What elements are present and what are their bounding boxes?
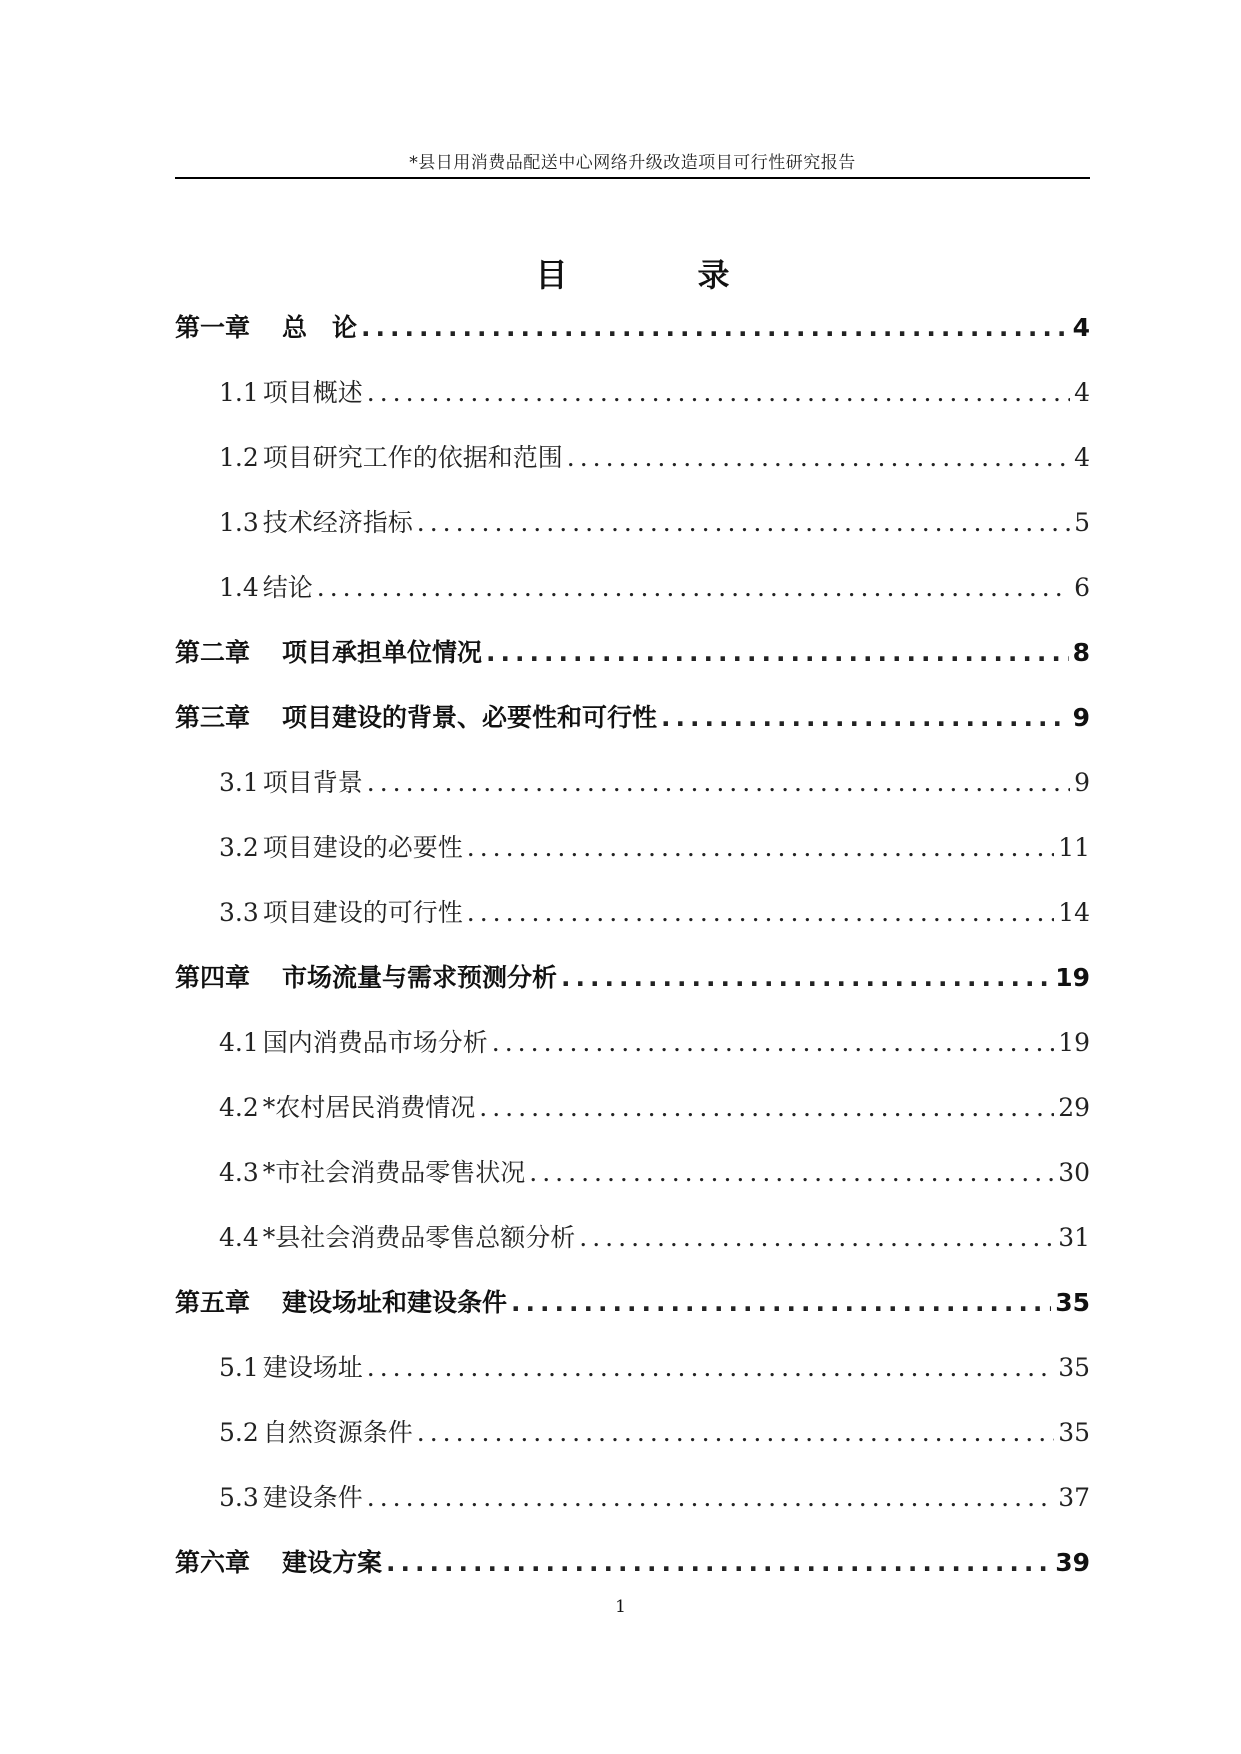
toc-number: 4.3 xyxy=(219,1158,259,1187)
toc-label: 建设条件 xyxy=(262,1483,363,1512)
toc-title xyxy=(175,250,1090,296)
toc-number: 4.2 xyxy=(219,1093,259,1122)
toc-page-number: 31 xyxy=(1058,1223,1090,1252)
toc-label: 项目承担单位情况 xyxy=(282,638,483,667)
toc-leader xyxy=(386,1548,1051,1577)
toc-page-number: 37 xyxy=(1058,1483,1090,1512)
toc-label: *县社会消费品零售总额分析 xyxy=(262,1223,576,1252)
toc-page-number: 19 xyxy=(1058,1028,1090,1057)
toc-page-number: 8 xyxy=(1072,638,1090,667)
toc-number: 1.2 xyxy=(219,443,259,472)
table-of-contents xyxy=(175,308,1090,1608)
toc-label: 项目概述 xyxy=(262,378,363,407)
toc-page-number: 9 xyxy=(1074,768,1090,797)
header-rule xyxy=(175,177,1090,179)
toc-label: 项目建设的可行性 xyxy=(262,898,463,927)
toc-label: 项目建设的必要性 xyxy=(262,833,463,862)
toc-entry-chapter-3[interactable] xyxy=(175,698,1090,763)
toc-leader xyxy=(661,703,1069,732)
toc-entry-section-4-2[interactable] xyxy=(175,1088,1090,1153)
toc-label: 建设场址 xyxy=(262,1353,363,1382)
toc-entry-section-1-2[interactable] xyxy=(175,438,1090,503)
toc-number: 5.2 xyxy=(219,1418,259,1447)
toc-entry-section-4-1[interactable] xyxy=(175,1023,1090,1088)
toc-entry-section-4-3[interactable] xyxy=(175,1153,1090,1218)
toc-page-number: 4 xyxy=(1074,443,1090,472)
toc-leader xyxy=(529,1158,1054,1187)
toc-page-number: 19 xyxy=(1055,963,1090,992)
toc-leader xyxy=(479,1093,1054,1122)
toc-leader xyxy=(567,443,1070,472)
toc-leader xyxy=(367,768,1070,797)
toc-label: 市场流量与需求预测分析 xyxy=(282,963,558,992)
toc-page-number: 4 xyxy=(1074,378,1090,407)
toc-entry-section-5-1[interactable] xyxy=(175,1348,1090,1413)
toc-number: 1.4 xyxy=(219,573,259,602)
toc-number: 3.1 xyxy=(219,768,259,797)
toc-label: 项目背景 xyxy=(262,768,363,797)
toc-label: 项目建设的背景、必要性和可行性 xyxy=(282,703,658,732)
toc-entry-chapter-4[interactable] xyxy=(175,958,1090,1023)
toc-number: 3.3 xyxy=(219,898,259,927)
toc-leader xyxy=(467,898,1054,927)
toc-entry-chapter-1[interactable] xyxy=(175,308,1090,373)
page-number-footer: 1 xyxy=(615,1597,626,1617)
toc-number: 4.1 xyxy=(219,1028,259,1057)
toc-page-number: 6 xyxy=(1074,573,1090,602)
toc-entry-section-3-3[interactable] xyxy=(175,893,1090,958)
toc-number: 第四章 xyxy=(175,963,251,992)
toc-page-number: 5 xyxy=(1074,508,1090,537)
toc-entry-section-1-3[interactable] xyxy=(175,503,1090,568)
toc-number: 第一章 xyxy=(175,313,251,342)
toc-number: 4.4 xyxy=(219,1223,259,1252)
toc-label: 自然资源条件 xyxy=(262,1418,413,1447)
toc-page-number: 14 xyxy=(1058,898,1090,927)
toc-leader xyxy=(367,1483,1054,1512)
toc-leader xyxy=(511,1288,1051,1317)
toc-leader xyxy=(367,378,1070,407)
toc-entry-chapter-2[interactable] xyxy=(175,633,1090,698)
toc-leader xyxy=(361,313,1069,342)
toc-page-number: 35 xyxy=(1058,1418,1090,1447)
toc-page-number: 35 xyxy=(1058,1353,1090,1382)
toc-leader xyxy=(417,1418,1054,1447)
toc-leader xyxy=(317,573,1070,602)
toc-page-number: 4 xyxy=(1072,313,1090,342)
toc-entry-section-3-2[interactable] xyxy=(175,828,1090,893)
toc-entry-section-4-4[interactable] xyxy=(175,1218,1090,1283)
toc-number: 1.1 xyxy=(219,378,259,407)
toc-page-number: 30 xyxy=(1058,1158,1090,1187)
toc-leader xyxy=(579,1223,1054,1252)
toc-page-number: 11 xyxy=(1058,833,1090,862)
toc-number: 第五章 xyxy=(175,1288,251,1317)
toc-entry-section-1-4[interactable] xyxy=(175,568,1090,633)
toc-entry-section-1-1[interactable] xyxy=(175,373,1090,438)
toc-number: 第二章 xyxy=(175,638,251,667)
toc-label: *农村居民消费情况 xyxy=(262,1093,476,1122)
toc-title-left: 目 xyxy=(535,256,568,294)
toc-number: 第六章 xyxy=(175,1548,251,1577)
toc-label: *市社会消费品零售状况 xyxy=(262,1158,526,1187)
toc-page-number: 35 xyxy=(1055,1288,1090,1317)
toc-leader xyxy=(417,508,1070,537)
toc-page-number: 9 xyxy=(1072,703,1090,732)
toc-page-number: 39 xyxy=(1055,1548,1090,1577)
toc-title-right: 录 xyxy=(697,256,730,294)
toc-label: 建设场址和建设条件 xyxy=(282,1288,508,1317)
toc-number: 第三章 xyxy=(175,703,251,732)
toc-leader xyxy=(561,963,1051,992)
toc-number: 5.1 xyxy=(219,1353,259,1382)
toc-leader xyxy=(367,1353,1054,1382)
toc-entry-section-3-1[interactable] xyxy=(175,763,1090,828)
toc-leader xyxy=(492,1028,1054,1057)
toc-label: 结论 xyxy=(262,573,313,602)
toc-leader xyxy=(486,638,1069,667)
toc-entry-chapter-5[interactable] xyxy=(175,1283,1090,1348)
toc-label: 项目研究工作的依据和范围 xyxy=(262,443,563,472)
toc-label: 技术经济指标 xyxy=(262,508,413,537)
toc-entry-section-5-2[interactable] xyxy=(175,1413,1090,1478)
toc-leader xyxy=(467,833,1054,862)
running-header: *县日用消费品配送中心网络升级改造项目可行性研究报告 xyxy=(409,153,856,173)
toc-number: 1.3 xyxy=(219,508,259,537)
toc-number: 5.3 xyxy=(219,1483,259,1512)
toc-entry-section-5-3[interactable] xyxy=(175,1478,1090,1543)
toc-label: 建设方案 xyxy=(282,1548,383,1577)
toc-label: 总 论 xyxy=(282,313,358,342)
toc-number: 3.2 xyxy=(219,833,259,862)
toc-page-number: 29 xyxy=(1058,1093,1090,1122)
toc-label: 国内消费品市场分析 xyxy=(262,1028,488,1057)
